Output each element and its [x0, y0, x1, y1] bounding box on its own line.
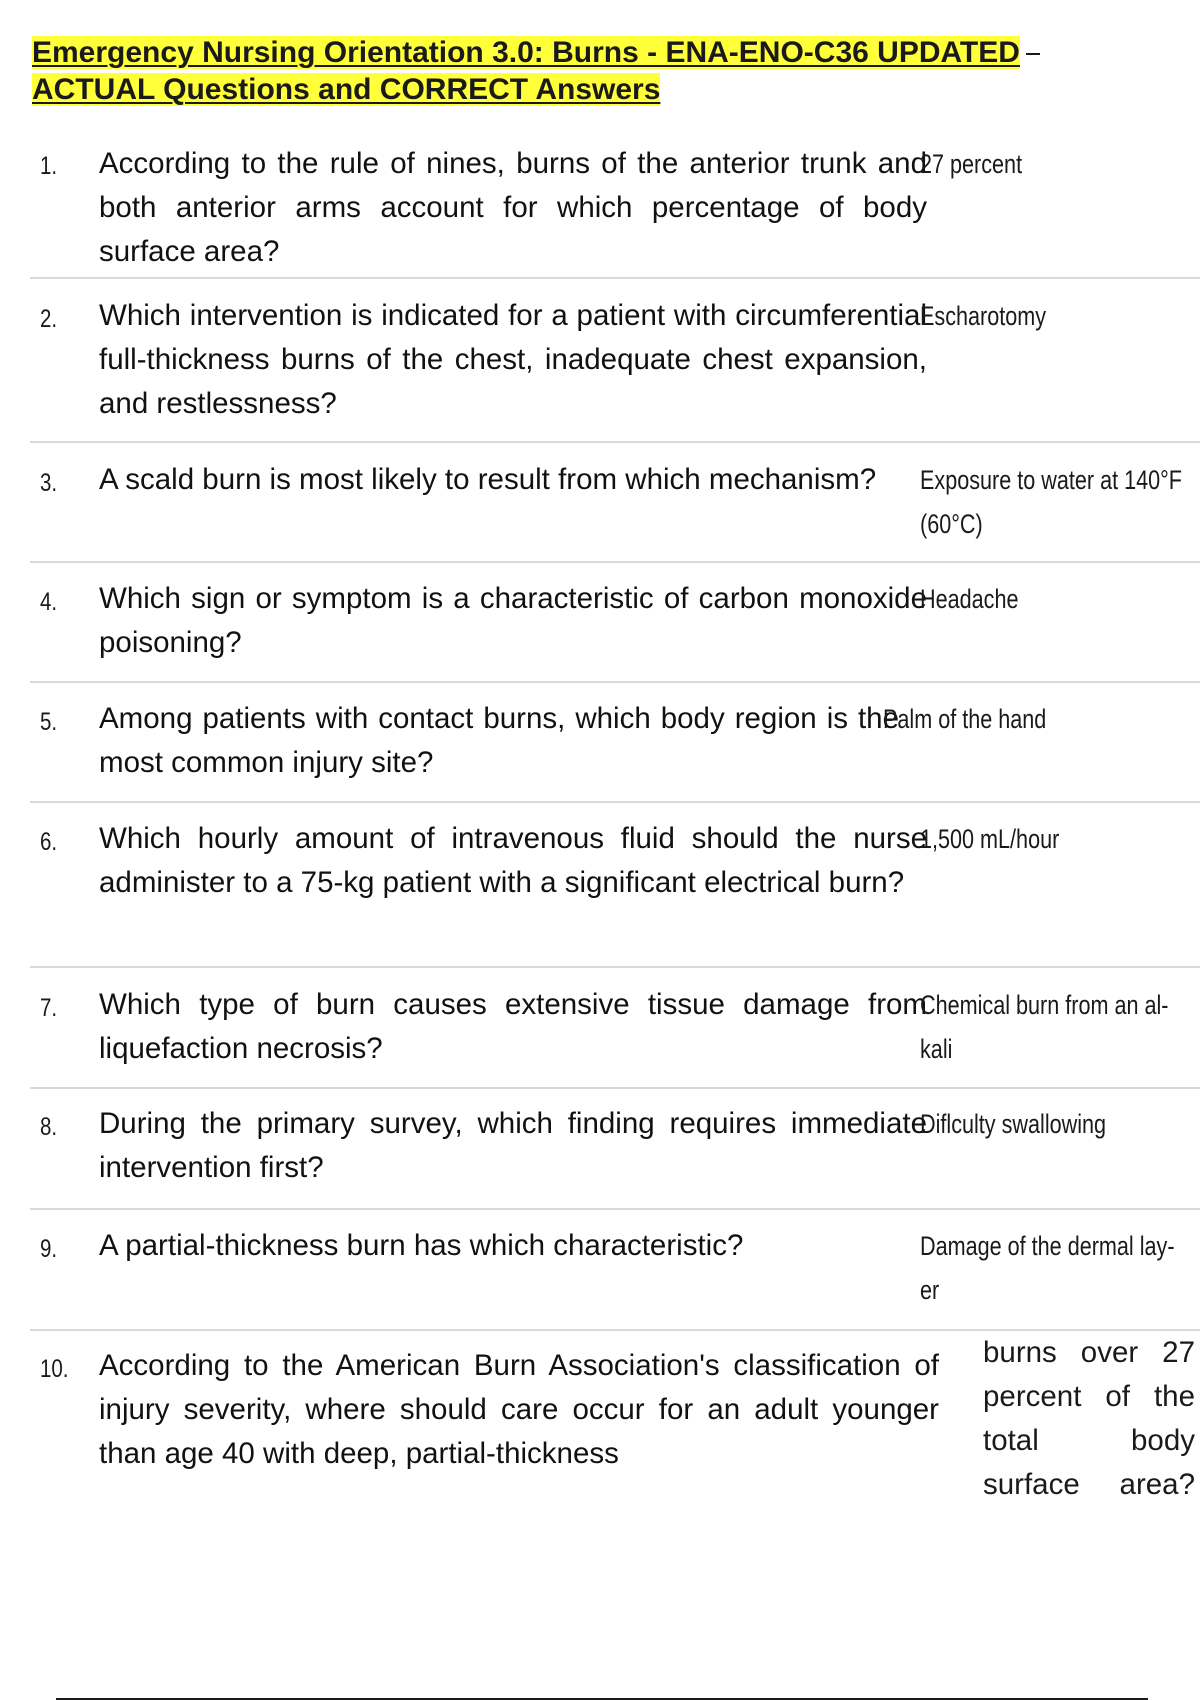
question-number: 4.	[40, 588, 58, 616]
answer-line-1: Damage of the dermal lay-	[920, 1231, 1175, 1261]
qa-row-10	[30, 1331, 1200, 1531]
question-number: 7.	[40, 994, 58, 1022]
answer-line-1: Chemical burn from an al-	[920, 990, 1169, 1020]
qa-row-2	[30, 279, 1200, 443]
answer-text	[920, 1224, 1184, 1312]
answer-text: burns over 27 percent of the total body surface area?	[983, 1336, 1195, 1501]
question-number: 2.	[40, 305, 58, 333]
document-title	[32, 34, 1142, 108]
qa-row-1	[30, 142, 1200, 279]
question-number: 6.	[40, 828, 58, 856]
answer-text	[920, 458, 1184, 546]
qa-row-9	[30, 1210, 1200, 1331]
qa-row-5	[30, 683, 1200, 803]
question-text: Which intervention is indicated for a patient with circumferential full-thickness burns of the chest, inadequate chest expansion, and restlessness?	[99, 299, 927, 420]
qa-list	[30, 142, 1200, 1531]
question-text: Which sign or symptom is a characteristic of carbon monoxide poisoning?	[99, 582, 927, 659]
answer-line-1: Exposure to water at 140°F	[920, 465, 1182, 495]
question-number: 1.	[40, 152, 58, 180]
question-text: Which hourly amount of intravenous fluid should the nurse administer to a 75-kg patient with a significant electrical burn?	[99, 822, 927, 899]
question-text: A partial-thickness burn has which characteristic?	[99, 1229, 744, 1262]
question-text: According to the American Burn Association's classification of injury severity, where should care occur for an adult younger than age 40 with deep, partial-thickness	[99, 1349, 939, 1470]
answer-text: Headache	[920, 584, 1019, 614]
answer-text	[920, 983, 1184, 1071]
answer-text: 1,500 mL/hour	[920, 824, 1060, 854]
qa-row-6	[30, 803, 1200, 968]
question-number: 8.	[40, 1113, 58, 1141]
answer-text: Palm of the hand	[883, 704, 1047, 734]
question-text: During the primary survey, which finding requires immediate intervention first?	[99, 1107, 927, 1184]
answer-line-2: kali	[920, 1034, 953, 1064]
title-line-1: Emergency Nursing Orientation 3.0: Burns - ENA-ENO-C36 UPDATED	[32, 36, 1020, 69]
answer-line-2: (60°C)	[920, 509, 983, 539]
answer-line-2: er	[920, 1275, 940, 1305]
question-text: According to the rule of nines, burns of the anterior trunk and both anterior arms account for which percentage of body surface area?	[99, 147, 927, 268]
question-text: Which type of burn causes extensive tissue damage from liquefaction necrosis?	[99, 988, 927, 1065]
question-number: 5.	[40, 708, 58, 736]
qa-row-8	[30, 1089, 1200, 1210]
answer-text: Diflculty swallowing	[920, 1109, 1107, 1139]
qa-row-4	[30, 563, 1200, 683]
question-number: 3.	[40, 469, 58, 497]
answer-text: Escharotomy	[920, 301, 1047, 331]
question-text: A scald burn is most likely to result from which mechanism?	[99, 463, 877, 496]
qa-row-7	[30, 968, 1200, 1089]
qa-row-3	[30, 443, 1200, 563]
answer-text: 27 percent	[920, 149, 1023, 179]
question-text: Among patients with contact burns, which body region is the most common injury site?	[99, 702, 899, 779]
question-number: 10.	[40, 1355, 69, 1383]
title-line-2: ACTUAL Questions and CORRECT Answers	[32, 73, 661, 106]
title-dash	[1026, 53, 1040, 55]
question-number: 9.	[40, 1235, 58, 1263]
